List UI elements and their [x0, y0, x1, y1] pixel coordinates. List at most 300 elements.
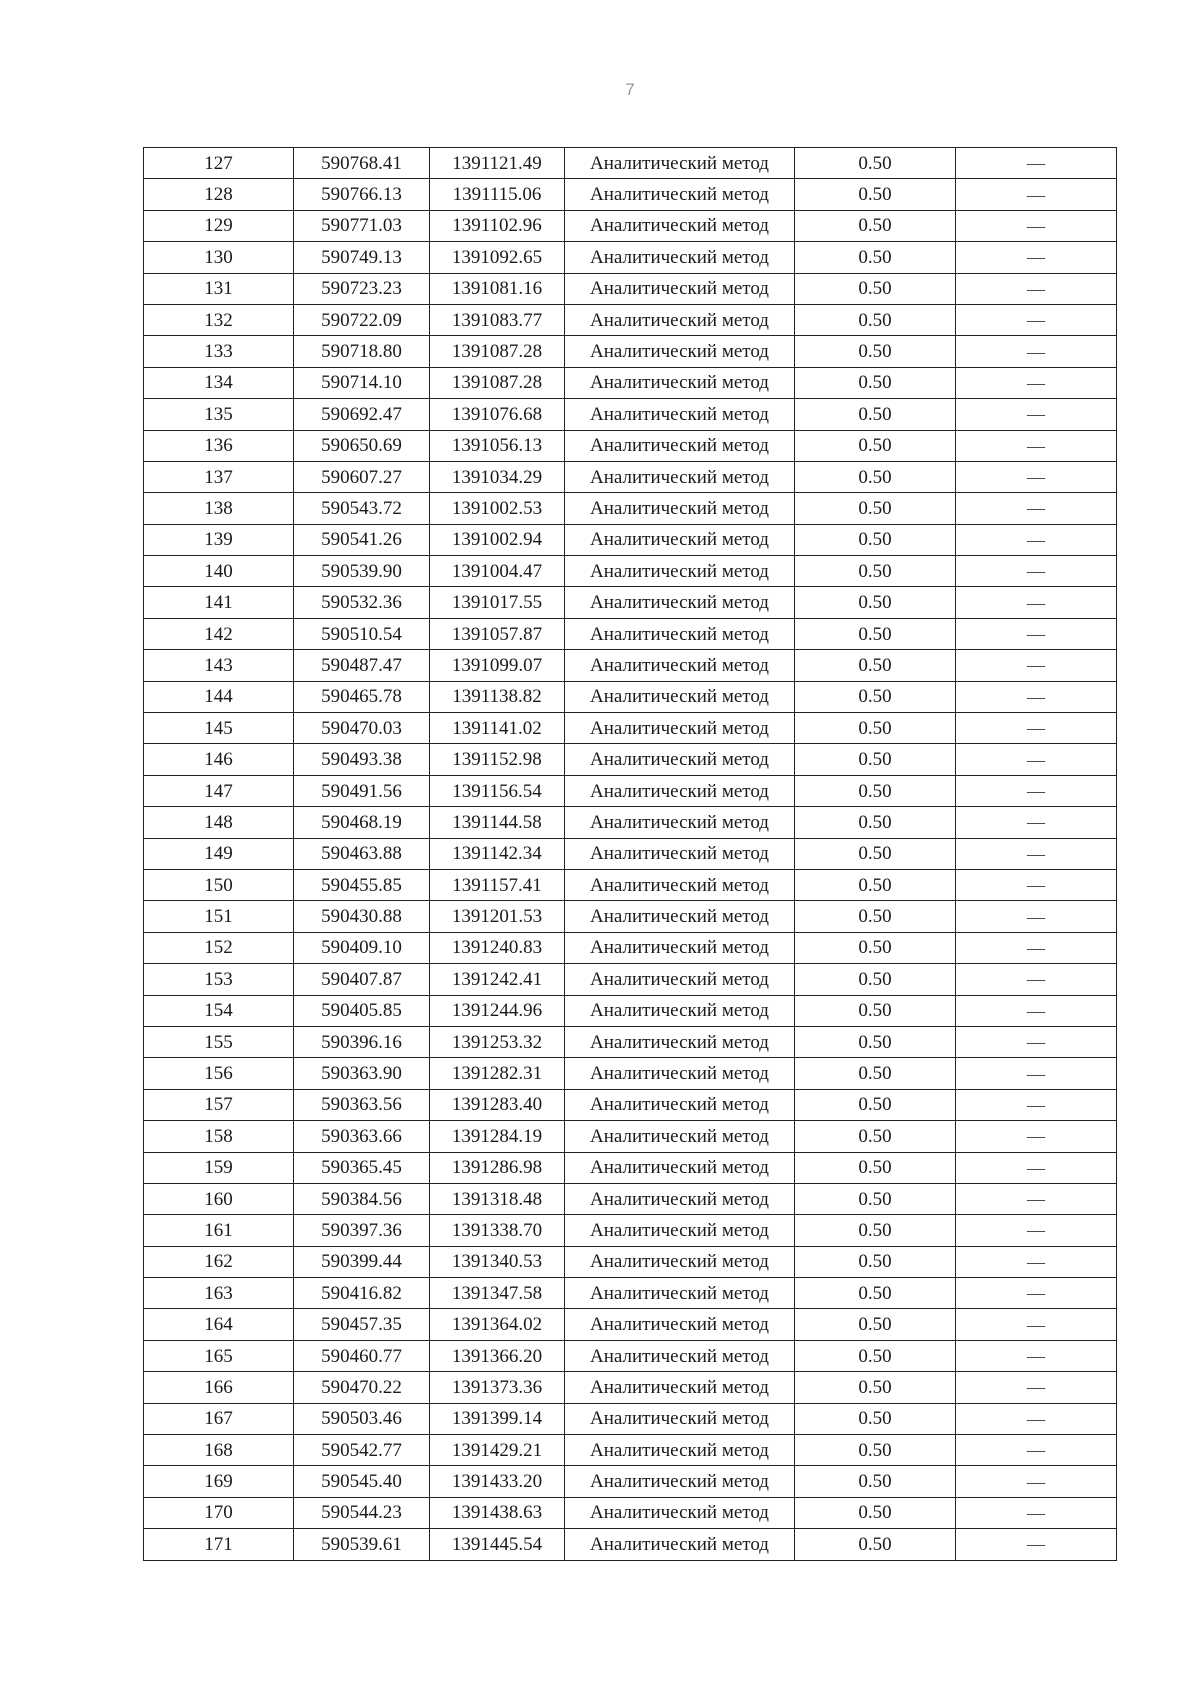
method-cell: Аналитический метод — [565, 932, 795, 963]
method-cell: Аналитический метод — [565, 304, 795, 335]
table-row — [144, 524, 1117, 555]
x-coordinate-cell: 590455.85 — [294, 869, 430, 900]
note-cell: — — [956, 618, 1117, 649]
table-row — [144, 461, 1117, 492]
y-coordinate-cell: 1391099.07 — [430, 650, 565, 681]
note-cell: — — [956, 273, 1117, 304]
accuracy-cell: 0.50 — [795, 1058, 956, 1089]
point-number-cell: 128 — [144, 179, 294, 210]
accuracy-cell: 0.50 — [795, 1372, 956, 1403]
method-cell: Аналитический метод — [565, 399, 795, 430]
table-row — [144, 148, 1117, 179]
y-coordinate-cell: 1391338.70 — [430, 1215, 565, 1246]
table-row — [144, 1497, 1117, 1528]
y-coordinate-cell: 1391142.34 — [430, 838, 565, 869]
point-number-cell: 145 — [144, 713, 294, 744]
y-coordinate-cell: 1391076.68 — [430, 399, 565, 430]
method-cell: Аналитический метод — [565, 1183, 795, 1214]
point-number-cell: 148 — [144, 807, 294, 838]
y-coordinate-cell: 1391445.54 — [430, 1529, 565, 1560]
y-coordinate-cell: 1391121.49 — [430, 148, 565, 179]
method-cell: Аналитический метод — [565, 1435, 795, 1466]
point-number-cell: 139 — [144, 524, 294, 555]
table-row — [144, 713, 1117, 744]
y-coordinate-cell: 1391240.83 — [430, 932, 565, 963]
point-number-cell: 140 — [144, 556, 294, 587]
point-number-cell: 130 — [144, 242, 294, 273]
note-cell: — — [956, 713, 1117, 744]
point-number-cell: 152 — [144, 932, 294, 963]
method-cell: Аналитический метод — [565, 367, 795, 398]
table-row — [144, 1372, 1117, 1403]
method-cell: Аналитический метод — [565, 1026, 795, 1057]
point-number-cell: 133 — [144, 336, 294, 367]
method-cell: Аналитический метод — [565, 148, 795, 179]
method-cell: Аналитический метод — [565, 242, 795, 273]
y-coordinate-cell: 1391115.06 — [430, 179, 565, 210]
method-cell: Аналитический метод — [565, 210, 795, 241]
table-row — [144, 556, 1117, 587]
y-coordinate-cell: 1391057.87 — [430, 618, 565, 649]
y-coordinate-cell: 1391282.31 — [430, 1058, 565, 1089]
y-coordinate-cell: 1391201.53 — [430, 901, 565, 932]
point-number-cell: 156 — [144, 1058, 294, 1089]
note-cell: — — [956, 1309, 1117, 1340]
note-cell: — — [956, 430, 1117, 461]
method-cell: Аналитический метод — [565, 838, 795, 869]
table-row — [144, 210, 1117, 241]
y-coordinate-cell: 1391340.53 — [430, 1246, 565, 1277]
note-cell: — — [956, 932, 1117, 963]
y-coordinate-cell: 1391034.29 — [430, 461, 565, 492]
table-row — [144, 650, 1117, 681]
accuracy-cell: 0.50 — [795, 336, 956, 367]
x-coordinate-cell: 590510.54 — [294, 618, 430, 649]
note-cell: — — [956, 1466, 1117, 1497]
x-coordinate-cell: 590491.56 — [294, 775, 430, 806]
note-cell: — — [956, 493, 1117, 524]
table-row — [144, 1121, 1117, 1152]
table-row — [144, 304, 1117, 335]
x-coordinate-cell: 590487.47 — [294, 650, 430, 681]
x-coordinate-cell: 590416.82 — [294, 1278, 430, 1309]
point-number-cell: 153 — [144, 964, 294, 995]
x-coordinate-cell: 590405.85 — [294, 995, 430, 1026]
y-coordinate-cell: 1391087.28 — [430, 336, 565, 367]
point-number-cell: 157 — [144, 1089, 294, 1120]
x-coordinate-cell: 590470.22 — [294, 1372, 430, 1403]
x-coordinate-cell: 590532.36 — [294, 587, 430, 618]
table-body — [144, 148, 1117, 1561]
x-coordinate-cell: 590718.80 — [294, 336, 430, 367]
method-cell: Аналитический метод — [565, 1372, 795, 1403]
note-cell: — — [956, 461, 1117, 492]
table-row — [144, 1246, 1117, 1277]
table-row — [144, 869, 1117, 900]
point-number-cell: 144 — [144, 681, 294, 712]
y-coordinate-cell: 1391087.28 — [430, 367, 565, 398]
accuracy-cell: 0.50 — [795, 995, 956, 1026]
point-number-cell: 169 — [144, 1466, 294, 1497]
table-row — [144, 430, 1117, 461]
accuracy-cell: 0.50 — [795, 210, 956, 241]
table-row — [144, 179, 1117, 210]
accuracy-cell: 0.50 — [795, 932, 956, 963]
note-cell: — — [956, 1215, 1117, 1246]
accuracy-cell: 0.50 — [795, 304, 956, 335]
point-number-cell: 165 — [144, 1340, 294, 1371]
table-row — [144, 1152, 1117, 1183]
method-cell: Аналитический метод — [565, 618, 795, 649]
note-cell: — — [956, 775, 1117, 806]
accuracy-cell: 0.50 — [795, 650, 956, 681]
x-coordinate-cell: 590768.41 — [294, 148, 430, 179]
point-number-cell: 132 — [144, 304, 294, 335]
method-cell: Аналитический метод — [565, 1403, 795, 1434]
note-cell: — — [956, 336, 1117, 367]
point-number-cell: 158 — [144, 1121, 294, 1152]
accuracy-cell: 0.50 — [795, 807, 956, 838]
method-cell: Аналитический метод — [565, 1058, 795, 1089]
page-number: 7 — [625, 80, 635, 99]
table-row — [144, 1183, 1117, 1214]
point-number-cell: 131 — [144, 273, 294, 304]
x-coordinate-cell: 590544.23 — [294, 1497, 430, 1528]
table-row — [144, 1403, 1117, 1434]
y-coordinate-cell: 1391399.14 — [430, 1403, 565, 1434]
accuracy-cell: 0.50 — [795, 587, 956, 618]
method-cell: Аналитический метод — [565, 1529, 795, 1560]
accuracy-cell: 0.50 — [795, 273, 956, 304]
y-coordinate-cell: 1391253.32 — [430, 1026, 565, 1057]
point-number-cell: 168 — [144, 1435, 294, 1466]
point-number-cell: 171 — [144, 1529, 294, 1560]
note-cell: — — [956, 1246, 1117, 1277]
method-cell: Аналитический метод — [565, 179, 795, 210]
y-coordinate-cell: 1391102.96 — [430, 210, 565, 241]
x-coordinate-cell: 590607.27 — [294, 461, 430, 492]
accuracy-cell: 0.50 — [795, 1309, 956, 1340]
method-cell: Аналитический метод — [565, 493, 795, 524]
accuracy-cell: 0.50 — [795, 1215, 956, 1246]
y-coordinate-cell: 1391429.21 — [430, 1435, 565, 1466]
method-cell: Аналитический метод — [565, 775, 795, 806]
note-cell: — — [956, 179, 1117, 210]
note-cell: — — [956, 807, 1117, 838]
x-coordinate-cell: 590457.35 — [294, 1309, 430, 1340]
table-row — [144, 399, 1117, 430]
method-cell: Аналитический метод — [565, 869, 795, 900]
point-number-cell: 159 — [144, 1152, 294, 1183]
table-row — [144, 587, 1117, 618]
x-coordinate-cell: 590541.26 — [294, 524, 430, 555]
accuracy-cell: 0.50 — [795, 1183, 956, 1214]
accuracy-cell: 0.50 — [795, 681, 956, 712]
point-number-cell: 161 — [144, 1215, 294, 1246]
x-coordinate-cell: 590545.40 — [294, 1466, 430, 1497]
x-coordinate-cell: 590363.90 — [294, 1058, 430, 1089]
method-cell: Аналитический метод — [565, 1246, 795, 1277]
accuracy-cell: 0.50 — [795, 493, 956, 524]
table-row — [144, 336, 1117, 367]
x-coordinate-cell: 590692.47 — [294, 399, 430, 430]
accuracy-cell: 0.50 — [795, 744, 956, 775]
point-number-cell: 154 — [144, 995, 294, 1026]
accuracy-cell: 0.50 — [795, 399, 956, 430]
point-number-cell: 137 — [144, 461, 294, 492]
method-cell: Аналитический метод — [565, 1309, 795, 1340]
accuracy-cell: 0.50 — [795, 242, 956, 273]
x-coordinate-cell: 590463.88 — [294, 838, 430, 869]
accuracy-cell: 0.50 — [795, 461, 956, 492]
table-row — [144, 1529, 1117, 1560]
y-coordinate-cell: 1391157.41 — [430, 869, 565, 900]
point-number-cell: 170 — [144, 1497, 294, 1528]
accuracy-cell: 0.50 — [795, 1026, 956, 1057]
x-coordinate-cell: 590539.90 — [294, 556, 430, 587]
accuracy-cell: 0.50 — [795, 869, 956, 900]
table-row — [144, 1435, 1117, 1466]
method-cell: Аналитический метод — [565, 713, 795, 744]
accuracy-cell: 0.50 — [795, 556, 956, 587]
accuracy-cell: 0.50 — [795, 1435, 956, 1466]
note-cell: — — [956, 995, 1117, 1026]
method-cell: Аналитический метод — [565, 1278, 795, 1309]
method-cell: Аналитический метод — [565, 336, 795, 367]
point-number-cell: 166 — [144, 1372, 294, 1403]
y-coordinate-cell: 1391366.20 — [430, 1340, 565, 1371]
point-number-cell: 151 — [144, 901, 294, 932]
y-coordinate-cell: 1391283.40 — [430, 1089, 565, 1120]
method-cell: Аналитический метод — [565, 744, 795, 775]
table-row — [144, 493, 1117, 524]
x-coordinate-cell: 590714.10 — [294, 367, 430, 398]
x-coordinate-cell: 590430.88 — [294, 901, 430, 932]
method-cell: Аналитический метод — [565, 556, 795, 587]
accuracy-cell: 0.50 — [795, 901, 956, 932]
table-row — [144, 901, 1117, 932]
x-coordinate-cell: 590749.13 — [294, 242, 430, 273]
note-cell: — — [956, 1497, 1117, 1528]
point-number-cell: 141 — [144, 587, 294, 618]
x-coordinate-cell: 590771.03 — [294, 210, 430, 241]
y-coordinate-cell: 1391318.48 — [430, 1183, 565, 1214]
note-cell: — — [956, 650, 1117, 681]
x-coordinate-cell: 590722.09 — [294, 304, 430, 335]
accuracy-cell: 0.50 — [795, 1121, 956, 1152]
point-number-cell: 149 — [144, 838, 294, 869]
table-row — [144, 775, 1117, 806]
method-cell: Аналитический метод — [565, 273, 795, 304]
table-row — [144, 932, 1117, 963]
table-row — [144, 807, 1117, 838]
note-cell: — — [956, 1435, 1117, 1466]
note-cell: — — [956, 210, 1117, 241]
y-coordinate-cell: 1391056.13 — [430, 430, 565, 461]
point-number-cell: 155 — [144, 1026, 294, 1057]
x-coordinate-cell: 590399.44 — [294, 1246, 430, 1277]
coordinates-table — [143, 147, 1117, 1561]
method-cell: Аналитический метод — [565, 461, 795, 492]
table-row — [144, 273, 1117, 304]
x-coordinate-cell: 590542.77 — [294, 1435, 430, 1466]
accuracy-cell: 0.50 — [795, 1497, 956, 1528]
x-coordinate-cell: 590539.61 — [294, 1529, 430, 1560]
accuracy-cell: 0.50 — [795, 1340, 956, 1371]
point-number-cell: 150 — [144, 869, 294, 900]
table-row — [144, 1215, 1117, 1246]
y-coordinate-cell: 1391144.58 — [430, 807, 565, 838]
point-number-cell: 163 — [144, 1278, 294, 1309]
accuracy-cell: 0.50 — [795, 1403, 956, 1434]
point-number-cell: 143 — [144, 650, 294, 681]
y-coordinate-cell: 1391017.55 — [430, 587, 565, 618]
accuracy-cell: 0.50 — [795, 713, 956, 744]
note-cell: — — [956, 556, 1117, 587]
y-coordinate-cell: 1391433.20 — [430, 1466, 565, 1497]
accuracy-cell: 0.50 — [795, 964, 956, 995]
accuracy-cell: 0.50 — [795, 1089, 956, 1120]
table-row — [144, 1466, 1117, 1497]
y-coordinate-cell: 1391002.94 — [430, 524, 565, 555]
note-cell: — — [956, 1372, 1117, 1403]
point-number-cell: 147 — [144, 775, 294, 806]
table-row — [144, 1309, 1117, 1340]
x-coordinate-cell: 590384.56 — [294, 1183, 430, 1214]
y-coordinate-cell: 1391284.19 — [430, 1121, 565, 1152]
x-coordinate-cell: 590409.10 — [294, 932, 430, 963]
x-coordinate-cell: 590363.56 — [294, 1089, 430, 1120]
note-cell: — — [956, 148, 1117, 179]
y-coordinate-cell: 1391138.82 — [430, 681, 565, 712]
y-coordinate-cell: 1391373.36 — [430, 1372, 565, 1403]
table-row — [144, 242, 1117, 273]
x-coordinate-cell: 590723.23 — [294, 273, 430, 304]
y-coordinate-cell: 1391002.53 — [430, 493, 565, 524]
x-coordinate-cell: 590396.16 — [294, 1026, 430, 1057]
y-coordinate-cell: 1391004.47 — [430, 556, 565, 587]
point-number-cell: 160 — [144, 1183, 294, 1214]
accuracy-cell: 0.50 — [795, 838, 956, 869]
table-row — [144, 1026, 1117, 1057]
table-row — [144, 367, 1117, 398]
point-number-cell: 138 — [144, 493, 294, 524]
x-coordinate-cell: 590470.03 — [294, 713, 430, 744]
note-cell: — — [956, 587, 1117, 618]
note-cell: — — [956, 1529, 1117, 1560]
point-number-cell: 167 — [144, 1403, 294, 1434]
x-coordinate-cell: 590465.78 — [294, 681, 430, 712]
accuracy-cell: 0.50 — [795, 367, 956, 398]
note-cell: — — [956, 304, 1117, 335]
point-number-cell: 162 — [144, 1246, 294, 1277]
table-row — [144, 995, 1117, 1026]
method-cell: Аналитический метод — [565, 1340, 795, 1371]
y-coordinate-cell: 1391242.41 — [430, 964, 565, 995]
point-number-cell: 134 — [144, 367, 294, 398]
table-row — [144, 838, 1117, 869]
note-cell: — — [956, 838, 1117, 869]
x-coordinate-cell: 590766.13 — [294, 179, 430, 210]
accuracy-cell: 0.50 — [795, 1278, 956, 1309]
point-number-cell: 136 — [144, 430, 294, 461]
y-coordinate-cell: 1391286.98 — [430, 1152, 565, 1183]
note-cell: — — [956, 744, 1117, 775]
table-row — [144, 1089, 1117, 1120]
x-coordinate-cell: 590468.19 — [294, 807, 430, 838]
table-row — [144, 1340, 1117, 1371]
accuracy-cell: 0.50 — [795, 524, 956, 555]
note-cell: — — [956, 901, 1117, 932]
y-coordinate-cell: 1391141.02 — [430, 713, 565, 744]
x-coordinate-cell: 590397.36 — [294, 1215, 430, 1246]
x-coordinate-cell: 590407.87 — [294, 964, 430, 995]
accuracy-cell: 0.50 — [795, 148, 956, 179]
accuracy-cell: 0.50 — [795, 775, 956, 806]
method-cell: Аналитический метод — [565, 901, 795, 932]
accuracy-cell: 0.50 — [795, 618, 956, 649]
note-cell: — — [956, 1278, 1117, 1309]
point-number-cell: 142 — [144, 618, 294, 649]
note-cell: — — [956, 869, 1117, 900]
method-cell: Аналитический метод — [565, 650, 795, 681]
method-cell: Аналитический метод — [565, 430, 795, 461]
x-coordinate-cell: 590650.69 — [294, 430, 430, 461]
point-number-cell: 146 — [144, 744, 294, 775]
point-number-cell: 135 — [144, 399, 294, 430]
method-cell: Аналитический метод — [565, 807, 795, 838]
note-cell: — — [956, 1152, 1117, 1183]
method-cell: Аналитический метод — [565, 1466, 795, 1497]
method-cell: Аналитический метод — [565, 1497, 795, 1528]
accuracy-cell: 0.50 — [795, 430, 956, 461]
x-coordinate-cell: 590365.45 — [294, 1152, 430, 1183]
y-coordinate-cell: 1391347.58 — [430, 1278, 565, 1309]
method-cell: Аналитический метод — [565, 995, 795, 1026]
note-cell: — — [956, 1403, 1117, 1434]
x-coordinate-cell: 590543.72 — [294, 493, 430, 524]
note-cell: — — [956, 681, 1117, 712]
method-cell: Аналитический метод — [565, 1152, 795, 1183]
accuracy-cell: 0.50 — [795, 179, 956, 210]
x-coordinate-cell: 590363.66 — [294, 1121, 430, 1152]
method-cell: Аналитический метод — [565, 1215, 795, 1246]
x-coordinate-cell: 590503.46 — [294, 1403, 430, 1434]
x-coordinate-cell: 590460.77 — [294, 1340, 430, 1371]
table-row — [144, 964, 1117, 995]
note-cell: — — [956, 964, 1117, 995]
note-cell: — — [956, 367, 1117, 398]
note-cell: — — [956, 524, 1117, 555]
y-coordinate-cell: 1391156.54 — [430, 775, 565, 806]
y-coordinate-cell: 1391244.96 — [430, 995, 565, 1026]
accuracy-cell: 0.50 — [795, 1246, 956, 1277]
y-coordinate-cell: 1391081.16 — [430, 273, 565, 304]
note-cell: — — [956, 1183, 1117, 1214]
table-row — [144, 1058, 1117, 1089]
y-coordinate-cell: 1391092.65 — [430, 242, 565, 273]
note-cell: — — [956, 1340, 1117, 1371]
method-cell: Аналитический метод — [565, 681, 795, 712]
table-row — [144, 681, 1117, 712]
point-number-cell: 127 — [144, 148, 294, 179]
table-row — [144, 1278, 1117, 1309]
table-row — [144, 618, 1117, 649]
note-cell: — — [956, 242, 1117, 273]
point-number-cell: 164 — [144, 1309, 294, 1340]
accuracy-cell: 0.50 — [795, 1466, 956, 1497]
note-cell: — — [956, 1089, 1117, 1120]
